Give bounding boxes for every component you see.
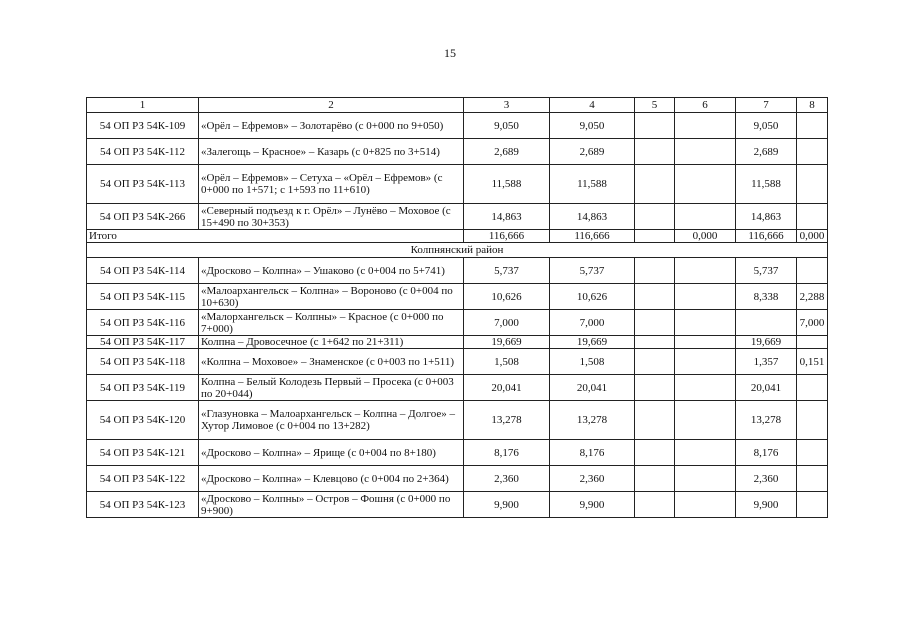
cell-col6 bbox=[675, 113, 736, 139]
cell-col7: 14,863 bbox=[736, 204, 797, 230]
table-row bbox=[87, 440, 828, 466]
roads-table bbox=[86, 97, 828, 518]
total-col6: 0,000 bbox=[675, 230, 736, 243]
cell-col8: 0,151 bbox=[797, 349, 828, 375]
cell-col4: 19,669 bbox=[550, 336, 635, 349]
road-name: «Дросково – Колпны» – Остров – Фошня (с 0+000 по 9+900) bbox=[199, 492, 464, 518]
road-code: 54 ОП РЗ 54К-114 bbox=[87, 258, 199, 284]
road-code: 54 ОП РЗ 54К-112 bbox=[87, 139, 199, 165]
cell-col7: 5,737 bbox=[736, 258, 797, 284]
column-header: 7 bbox=[736, 98, 797, 113]
cell-col7: 2,360 bbox=[736, 466, 797, 492]
cell-col6 bbox=[675, 310, 736, 336]
table-row bbox=[87, 401, 828, 440]
cell-col5 bbox=[635, 492, 675, 518]
cell-col4: 9,050 bbox=[550, 113, 635, 139]
road-name: «Дросково – Колпна» – Клевцово (с 0+004 по 2+364) bbox=[199, 466, 464, 492]
cell-col8 bbox=[797, 258, 828, 284]
cell-col4: 7,000 bbox=[550, 310, 635, 336]
road-name: «Орёл – Ефремов» – Сетуха – «Орёл – Ефремов» (с 0+000 по 1+571; с 1+593 по 11+610) bbox=[199, 165, 464, 204]
cell-col4: 5,737 bbox=[550, 258, 635, 284]
cell-col7: 8,176 bbox=[736, 440, 797, 466]
table-row bbox=[87, 349, 828, 375]
cell-col4: 20,041 bbox=[550, 375, 635, 401]
cell-col4: 2,360 bbox=[550, 466, 635, 492]
cell-col8: 7,000 bbox=[797, 310, 828, 336]
cell-col3: 19,669 bbox=[464, 336, 550, 349]
road-name: «Залегощь – Красное» – Казарь (с 0+825 по 3+514) bbox=[199, 139, 464, 165]
total-col8: 0,000 bbox=[797, 230, 828, 243]
road-name: «Северный подъезд к г. Орёл» – Лунёво – Моховое (с 15+490 по 30+353) bbox=[199, 204, 464, 230]
cell-col7: 2,689 bbox=[736, 139, 797, 165]
section-row bbox=[87, 243, 828, 258]
cell-col8 bbox=[797, 401, 828, 440]
header-row bbox=[87, 98, 828, 113]
road-code: 54 ОП РЗ 54К-123 bbox=[87, 492, 199, 518]
cell-col4: 1,508 bbox=[550, 349, 635, 375]
cell-col8 bbox=[797, 466, 828, 492]
cell-col4: 9,900 bbox=[550, 492, 635, 518]
road-name: Колпна – Дровосечное (с 1+642 по 21+311) bbox=[199, 336, 464, 349]
cell-col7: 11,588 bbox=[736, 165, 797, 204]
cell-col7: 9,050 bbox=[736, 113, 797, 139]
road-code: 54 ОП РЗ 54К-116 bbox=[87, 310, 199, 336]
road-name: «Дросково – Колпна» – Ярище (с 0+004 по 8+180) bbox=[199, 440, 464, 466]
cell-col5 bbox=[635, 401, 675, 440]
cell-col3: 5,737 bbox=[464, 258, 550, 284]
cell-col5 bbox=[635, 310, 675, 336]
road-code: 54 ОП РЗ 54К-115 bbox=[87, 284, 199, 310]
cell-col4: 11,588 bbox=[550, 165, 635, 204]
cell-col3: 7,000 bbox=[464, 310, 550, 336]
column-header: 8 bbox=[797, 98, 828, 113]
cell-col7: 1,357 bbox=[736, 349, 797, 375]
cell-col5 bbox=[635, 258, 675, 284]
total-col4: 116,666 bbox=[550, 230, 635, 243]
road-code: 54 ОП РЗ 54К-117 bbox=[87, 336, 199, 349]
road-name: «Глазуновка – Малоархангельск – Колпна – Долгое» – Хутор Лимовое (с 0+004 по 13+282) bbox=[199, 401, 464, 440]
cell-col3: 9,050 bbox=[464, 113, 550, 139]
cell-col3: 8,176 bbox=[464, 440, 550, 466]
cell-col3: 13,278 bbox=[464, 401, 550, 440]
cell-col4: 8,176 bbox=[550, 440, 635, 466]
cell-col6 bbox=[675, 336, 736, 349]
total-col3: 116,666 bbox=[464, 230, 550, 243]
table-row bbox=[87, 492, 828, 518]
road-code: 54 ОП РЗ 54К-122 bbox=[87, 466, 199, 492]
cell-col5 bbox=[635, 349, 675, 375]
cell-col3: 2,689 bbox=[464, 139, 550, 165]
cell-col8 bbox=[797, 336, 828, 349]
total-col5 bbox=[635, 230, 675, 243]
road-name: «Малорхангельск – Колпны» – Красное (с 0+000 по 7+000) bbox=[199, 310, 464, 336]
cell-col6 bbox=[675, 375, 736, 401]
table-row bbox=[87, 466, 828, 492]
cell-col6 bbox=[675, 466, 736, 492]
table-row bbox=[87, 336, 828, 349]
cell-col5 bbox=[635, 336, 675, 349]
cell-col6 bbox=[675, 349, 736, 375]
cell-col5 bbox=[635, 440, 675, 466]
cell-col5 bbox=[635, 284, 675, 310]
table-row bbox=[87, 165, 828, 204]
column-header: 3 bbox=[464, 98, 550, 113]
table-row bbox=[87, 375, 828, 401]
cell-col8 bbox=[797, 204, 828, 230]
cell-col6 bbox=[675, 401, 736, 440]
cell-col4: 13,278 bbox=[550, 401, 635, 440]
cell-col3: 9,900 bbox=[464, 492, 550, 518]
table-row bbox=[87, 258, 828, 284]
cell-col6 bbox=[675, 258, 736, 284]
cell-col7: 19,669 bbox=[736, 336, 797, 349]
road-name: Колпна – Белый Колодезь Первый – Просека (с 0+003 по 20+044) bbox=[199, 375, 464, 401]
cell-col3: 11,588 bbox=[464, 165, 550, 204]
cell-col3: 1,508 bbox=[464, 349, 550, 375]
road-code: 54 ОП РЗ 54К-118 bbox=[87, 349, 199, 375]
road-name: «Малоархангельск – Колпна» – Вороново (с 0+004 по 10+630) bbox=[199, 284, 464, 310]
cell-col5 bbox=[635, 375, 675, 401]
cell-col6 bbox=[675, 492, 736, 518]
cell-col8 bbox=[797, 139, 828, 165]
cell-col5 bbox=[635, 204, 675, 230]
road-code: 54 ОП РЗ 54К-119 bbox=[87, 375, 199, 401]
cell-col7: 8,338 bbox=[736, 284, 797, 310]
total-row bbox=[87, 230, 828, 243]
cell-col4: 10,626 bbox=[550, 284, 635, 310]
road-name: «Дросково – Колпна» – Ушаково (с 0+004 по 5+741) bbox=[199, 258, 464, 284]
cell-col6 bbox=[675, 165, 736, 204]
cell-col5 bbox=[635, 139, 675, 165]
table-row bbox=[87, 310, 828, 336]
cell-col4: 2,689 bbox=[550, 139, 635, 165]
table-row bbox=[87, 139, 828, 165]
cell-col5 bbox=[635, 113, 675, 139]
road-code: 54 ОП РЗ 54К-121 bbox=[87, 440, 199, 466]
cell-col8 bbox=[797, 492, 828, 518]
page-number: 15 bbox=[444, 46, 456, 60]
road-name: «Орёл – Ефремов» – Золотарёво (с 0+000 по 9+050) bbox=[199, 113, 464, 139]
column-header: 4 bbox=[550, 98, 635, 113]
road-name: «Колпна – Моховое» – Знаменское (с 0+003 по 1+511) bbox=[199, 349, 464, 375]
road-code: 54 ОП РЗ 54К-109 bbox=[87, 113, 199, 139]
cell-col8 bbox=[797, 375, 828, 401]
column-header: 1 bbox=[87, 98, 199, 113]
cell-col6 bbox=[675, 139, 736, 165]
cell-col3: 14,863 bbox=[464, 204, 550, 230]
cell-col3: 10,626 bbox=[464, 284, 550, 310]
cell-col4: 14,863 bbox=[550, 204, 635, 230]
cell-col8 bbox=[797, 165, 828, 204]
total-label: Итого bbox=[87, 230, 464, 243]
cell-col8 bbox=[797, 113, 828, 139]
cell-col5 bbox=[635, 466, 675, 492]
cell-col6 bbox=[675, 284, 736, 310]
column-header: 5 bbox=[635, 98, 675, 113]
cell-col7 bbox=[736, 310, 797, 336]
cell-col8 bbox=[797, 440, 828, 466]
cell-col5 bbox=[635, 165, 675, 204]
cell-col6 bbox=[675, 204, 736, 230]
column-header: 6 bbox=[675, 98, 736, 113]
cell-col3: 2,360 bbox=[464, 466, 550, 492]
section-title: Колпнянский район bbox=[87, 243, 828, 258]
cell-col8: 2,288 bbox=[797, 284, 828, 310]
table-row bbox=[87, 113, 828, 139]
cell-col7: 13,278 bbox=[736, 401, 797, 440]
cell-col7: 20,041 bbox=[736, 375, 797, 401]
total-col7: 116,666 bbox=[736, 230, 797, 243]
cell-col3: 20,041 bbox=[464, 375, 550, 401]
table-row bbox=[87, 284, 828, 310]
cell-col6 bbox=[675, 440, 736, 466]
road-code: 54 ОП РЗ 54К-266 bbox=[87, 204, 199, 230]
cell-col7: 9,900 bbox=[736, 492, 797, 518]
road-code: 54 ОП РЗ 54К-120 bbox=[87, 401, 199, 440]
road-code: 54 ОП РЗ 54К-113 bbox=[87, 165, 199, 204]
table-row bbox=[87, 204, 828, 230]
column-header: 2 bbox=[199, 98, 464, 113]
